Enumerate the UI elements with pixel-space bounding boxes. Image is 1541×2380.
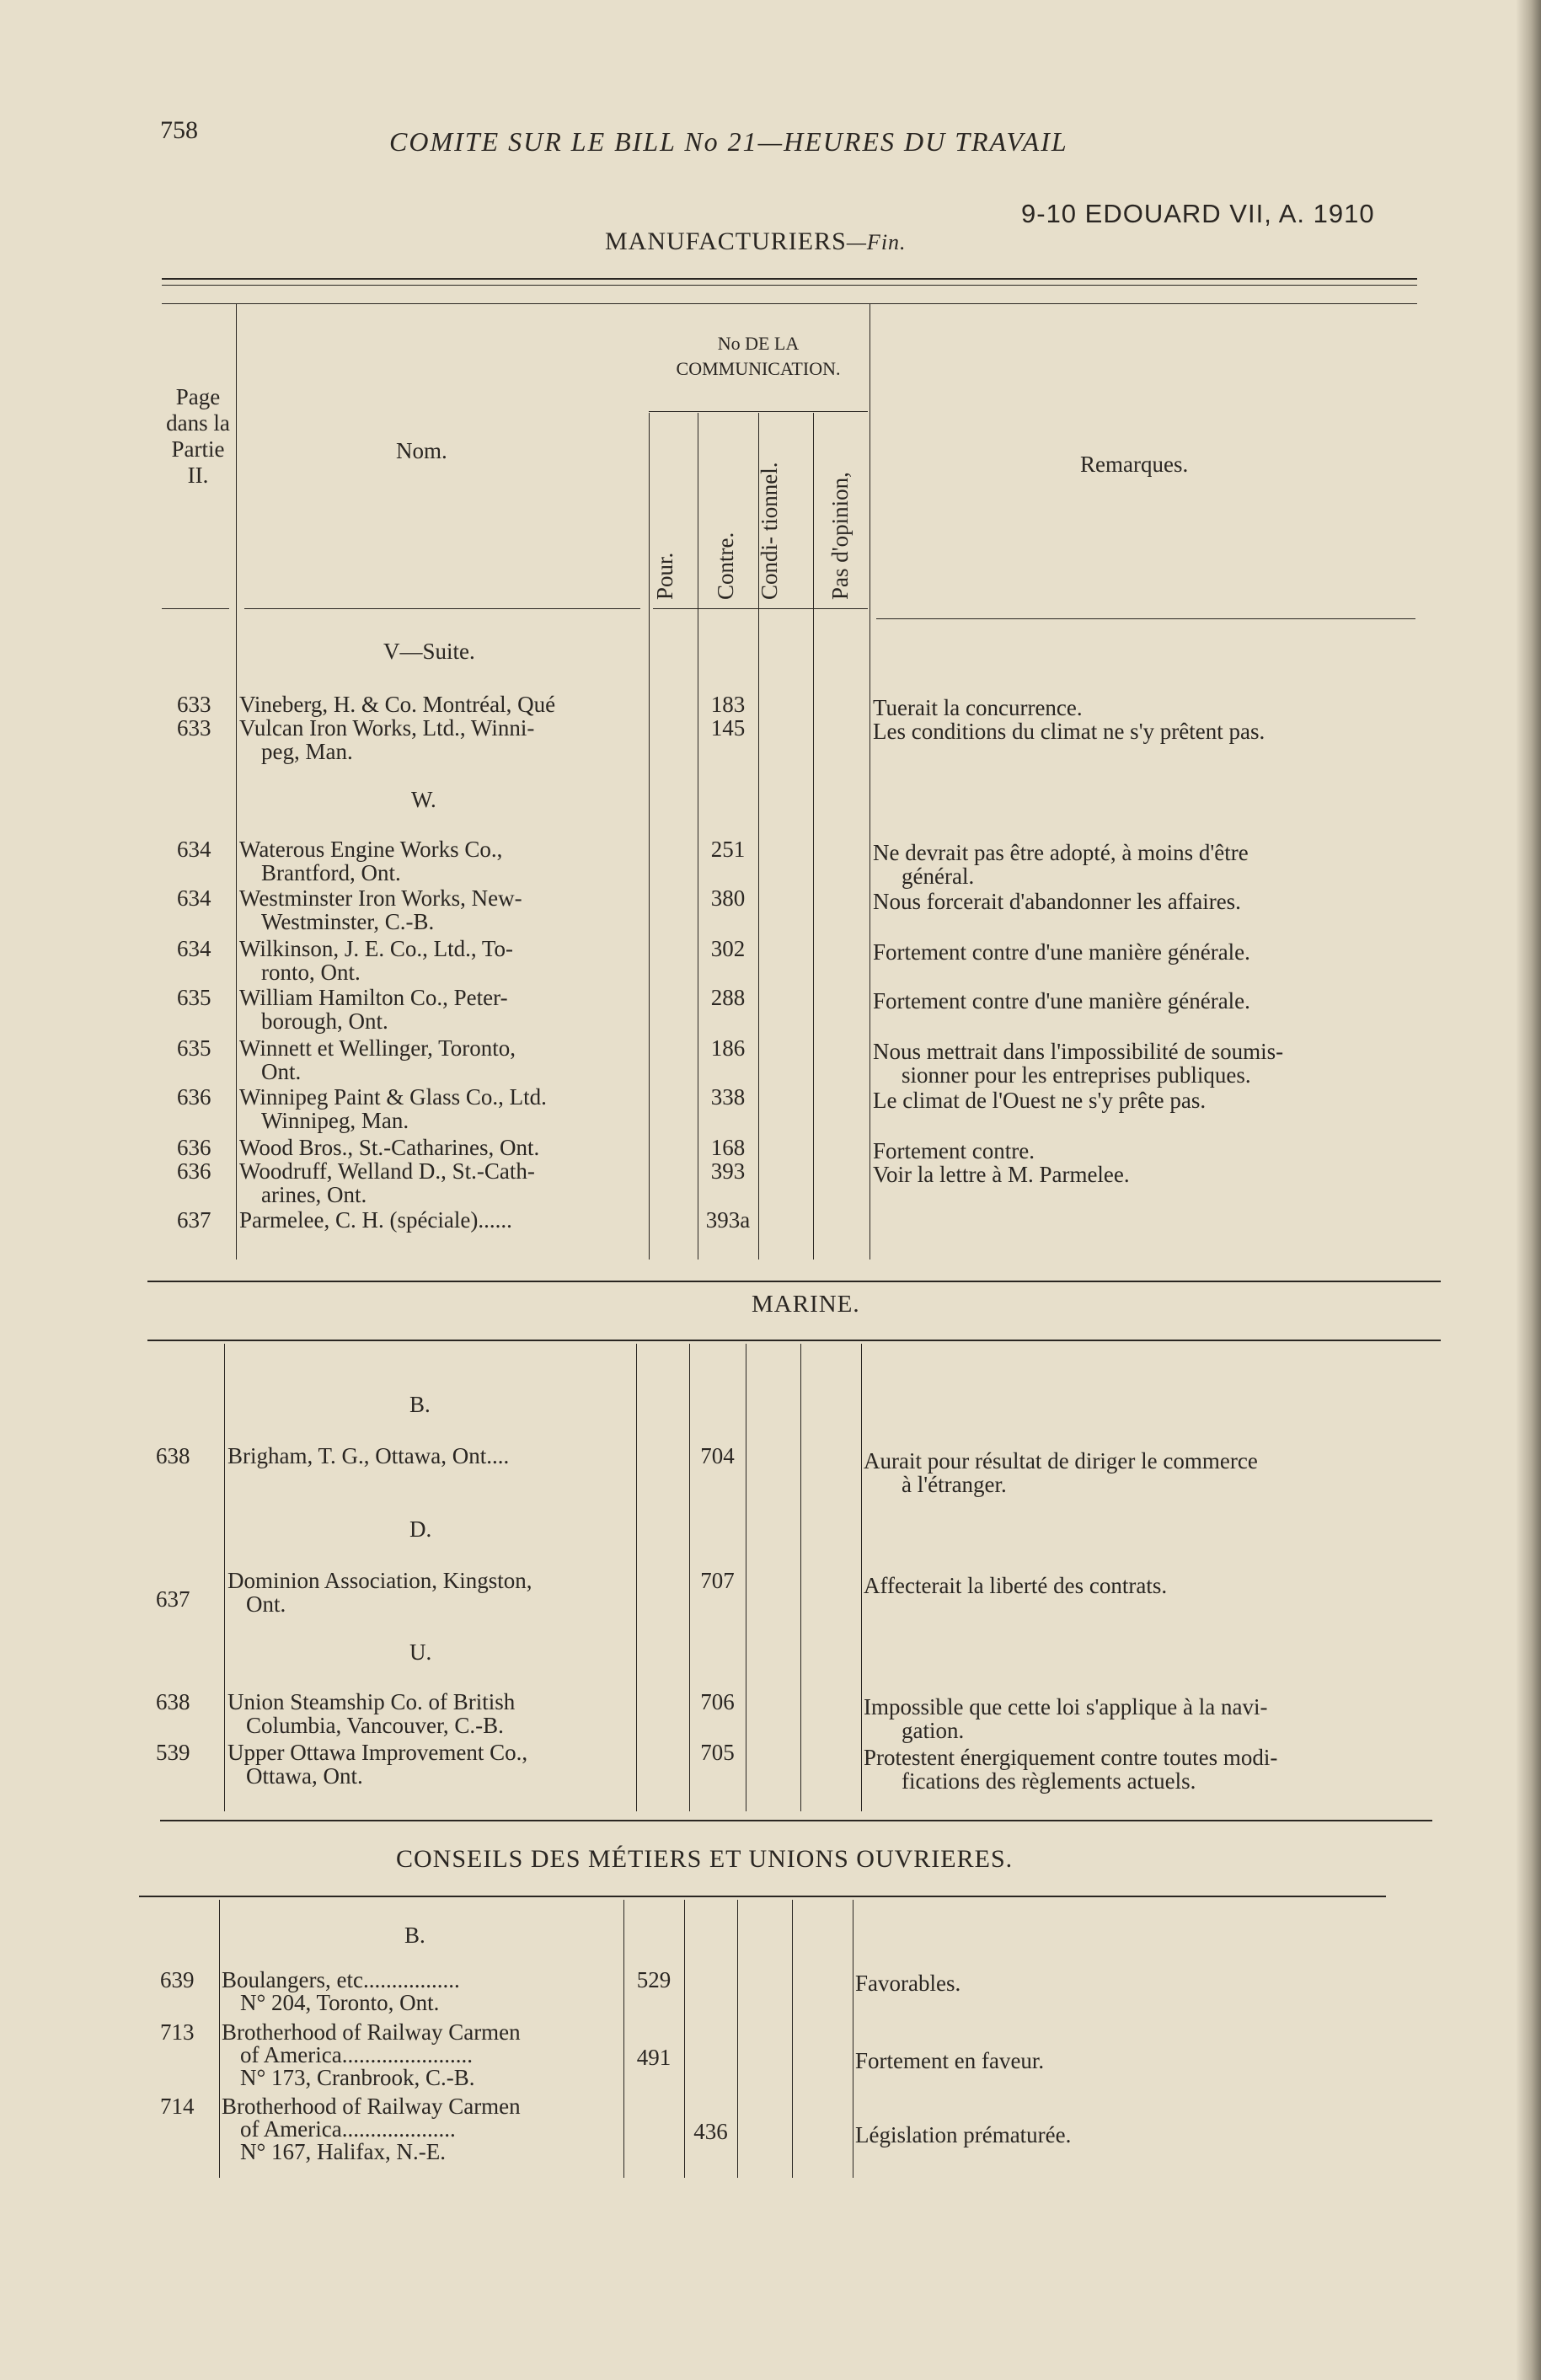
conseils-row-name-3: N° 167, Halifax, N.-E. bbox=[240, 2139, 446, 2164]
col-line-pour bbox=[649, 413, 650, 1260]
marine-rule-top bbox=[147, 1281, 1441, 1282]
marine-row-page-number: 638 bbox=[156, 1689, 190, 1714]
marine-row-contre-value: 707 bbox=[700, 1568, 735, 1593]
row-page-number: 634 bbox=[177, 885, 211, 911]
row-name: Woodruff, Welland D., St.-Cath- bbox=[239, 1158, 535, 1184]
row-name-continuation: Brantford, Ont. bbox=[261, 860, 401, 885]
row-name-continuation: ronto, Ont. bbox=[261, 960, 361, 985]
row-page-number: 636 bbox=[177, 1084, 211, 1110]
conseils-col-line-page bbox=[219, 1900, 220, 2178]
marine-row-page-number: 539 bbox=[156, 1740, 190, 1765]
conseils-row-page-number: 714 bbox=[160, 2094, 195, 2119]
marine-row-contre-value: 706 bbox=[700, 1689, 735, 1714]
running-title: COMITE SUR LE BILL No 21—HEURES DU TRAVAIL bbox=[389, 126, 1068, 157]
row-page-number: 636 bbox=[177, 1135, 211, 1160]
conseils-col-line-pas bbox=[792, 1900, 793, 2178]
marine-row-remark: Impossible que cette loi s'applique à la navi- bbox=[864, 1694, 1268, 1719]
row-contre-value: 380 bbox=[710, 885, 746, 911]
group-heading-v-text: V—Suite. bbox=[383, 639, 475, 664]
marine-row-name: Upper Ottawa Improvement Co., bbox=[227, 1740, 528, 1765]
marine-group-u: U. bbox=[409, 1639, 432, 1665]
header-pour: Pour. bbox=[652, 552, 677, 600]
conseils-row-remark: Fortement en faveur. bbox=[855, 2048, 1045, 2073]
row-name-continuation: Winnipeg, Man. bbox=[261, 1108, 409, 1133]
conseils-title: CONSEILS DES MÉTIERS ET UNIONS OUVRIERES. bbox=[396, 1845, 1014, 1873]
row-contre-value: 393 bbox=[710, 1158, 746, 1184]
row-name: Vineberg, H. & Co. Montréal, Qué bbox=[239, 692, 556, 717]
marine-rule-bottom bbox=[147, 1340, 1441, 1341]
col-line-pas bbox=[813, 413, 814, 1260]
row-page-number: 633 bbox=[177, 715, 211, 741]
marine-row-name-continuation: Ont. bbox=[246, 1591, 286, 1617]
row-remark: Nous mettrait dans l'impossibilité de soumis- bbox=[873, 1039, 1284, 1064]
row-name: Waterous Engine Works Co., bbox=[239, 837, 503, 862]
marine-row-remark: Affecterait la liberté des contrats. bbox=[864, 1573, 1168, 1598]
row-page-number: 635 bbox=[177, 985, 211, 1010]
row-name: Wood Bros., St.-Catharines, Ont. bbox=[239, 1135, 540, 1160]
row-contre-value: 393a bbox=[705, 1207, 751, 1233]
marine-col-line-remarques bbox=[861, 1344, 862, 1811]
row-name-continuation: Ont. bbox=[261, 1059, 302, 1084]
conseils-rule-bottom bbox=[139, 1896, 1386, 1897]
row-remark-continuation: sionner pour les entreprises publiques. bbox=[902, 1062, 1251, 1088]
marine-row-contre-value: 704 bbox=[700, 1443, 735, 1468]
row-page-number: 635 bbox=[177, 1035, 211, 1061]
row-contre-value: 168 bbox=[710, 1135, 746, 1160]
marine-row-remark-continuation: gation. bbox=[902, 1718, 965, 1743]
conseils-row-page-number: 639 bbox=[160, 1967, 195, 1992]
table-top-rule bbox=[162, 278, 1417, 280]
marine-row-name: Union Steamship Co. of British bbox=[227, 1689, 516, 1714]
page-number: 758 bbox=[160, 116, 198, 144]
row-remark: Fortement contre. bbox=[873, 1138, 1035, 1163]
row-name: Winnett et Wellinger, Toronto, bbox=[239, 1035, 516, 1061]
row-contre-value: 302 bbox=[710, 936, 746, 961]
header-pas-opinion: Pas d'opinion, bbox=[827, 472, 853, 600]
conseils-rule-top bbox=[160, 1820, 1432, 1821]
marine-col-line-pour bbox=[636, 1344, 637, 1811]
row-page-number: 634 bbox=[177, 837, 211, 862]
marine-row-remark: Aurait pour résultat de diriger le commerce bbox=[864, 1448, 1258, 1473]
communication-header-rule bbox=[649, 411, 868, 412]
row-contre-value: 145 bbox=[710, 715, 746, 741]
conseils-row-contre-value: 436 bbox=[693, 2119, 728, 2144]
conseils-group-b: B. bbox=[404, 1923, 425, 1948]
col-line-cond bbox=[758, 413, 759, 1260]
header-remarques: Remarques. bbox=[1080, 452, 1189, 477]
header-page: Page dans la Partie II. bbox=[166, 384, 230, 488]
marine-row-name-continuation: Columbia, Vancouver, C.-B. bbox=[246, 1713, 504, 1738]
conseils-row-name: Boulangers, etc................. bbox=[222, 1967, 460, 1992]
row-remark: Nous forcerait d'abandonner les affaires. bbox=[873, 889, 1241, 914]
conseils-row-name: Brotherhood of Railway Carmen bbox=[222, 2094, 521, 2119]
row-page-number: 634 bbox=[177, 936, 211, 961]
marine-row-name: Brigham, T. G., Ottawa, Ont.... bbox=[227, 1443, 510, 1468]
conseils-row-name-2: of America....................... bbox=[240, 2042, 473, 2067]
row-name: Vulcan Iron Works, Ltd., Winni- bbox=[239, 715, 535, 741]
marine-row-remark-continuation: à l'étranger. bbox=[902, 1472, 1007, 1497]
row-remark: Fortement contre d'une manière générale. bbox=[873, 939, 1250, 965]
row-page-number: 636 bbox=[177, 1158, 211, 1184]
row-contre-value: 288 bbox=[710, 985, 746, 1010]
row-name-continuation: peg, Man. bbox=[261, 739, 353, 764]
conseils-row-name: Brotherhood of Railway Carmen bbox=[222, 2019, 521, 2045]
conseils-row-page-number: 713 bbox=[160, 2019, 195, 2045]
group-heading-w: W. bbox=[411, 787, 436, 812]
row-remark: Tuerait la concurrence. bbox=[873, 695, 1083, 720]
row-name: Westminster Iron Works, New- bbox=[239, 885, 522, 911]
row-name: Parmelee, C. H. (spéciale)...... bbox=[239, 1207, 512, 1233]
row-remark: Le climat de l'Ouest ne s'y prête pas. bbox=[873, 1088, 1207, 1113]
marine-group-b: B. bbox=[409, 1392, 431, 1417]
header-bottom-rule-2 bbox=[244, 608, 640, 609]
conseils-row-name-3: N° 173, Cranbrook, C.-B. bbox=[240, 2065, 475, 2090]
header-communication: No DE LA COMMUNICATION. bbox=[676, 333, 841, 379]
table-top-rule-3 bbox=[162, 303, 1417, 304]
marine-row-remark-continuation: fications des règlements actuels. bbox=[902, 1768, 1196, 1794]
row-name-continuation: Westminster, C.-B. bbox=[261, 909, 435, 934]
conseils-row-name-2: of America.................... bbox=[240, 2116, 456, 2142]
header-bottom-rule-4 bbox=[876, 618, 1415, 619]
marine-title: MARINE. bbox=[752, 1291, 860, 1318]
col-line-page bbox=[236, 303, 237, 1260]
marine-col-line-pas bbox=[800, 1344, 801, 1811]
row-remark: Les conditions du climat ne s'y prêtent pas. bbox=[873, 719, 1265, 744]
section-title-suffix: —Fin. bbox=[846, 230, 907, 254]
row-name: Winnipeg Paint & Glass Co., Ltd. bbox=[239, 1084, 547, 1110]
marine-row-page-number: 637 bbox=[156, 1586, 190, 1612]
row-contre-value: 186 bbox=[710, 1035, 746, 1061]
conseils-row-pour-value: 491 bbox=[636, 2045, 672, 2070]
row-remark: Ne devrait pas être adopté, à moins d'être bbox=[873, 840, 1249, 865]
row-page-number: 637 bbox=[177, 1207, 211, 1233]
header-contre: Contre. bbox=[713, 532, 738, 600]
row-remark: Voir la lettre à M. Parmelee. bbox=[873, 1162, 1130, 1187]
section-title-text: MANUFACTURIERS bbox=[605, 227, 847, 255]
row-name-continuation: arines, Ont. bbox=[261, 1182, 367, 1207]
session-label: 9-10 EDOUARD VII, A. 1910 bbox=[1021, 199, 1375, 228]
section-title bbox=[605, 227, 907, 256]
marine-row-name: Dominion Association, Kingston, bbox=[227, 1568, 532, 1593]
marine-row-remark: Protestent énergiquement contre toutes modi- bbox=[864, 1745, 1278, 1770]
header-bottom-rule-3 bbox=[653, 608, 868, 609]
row-page-number: 633 bbox=[177, 692, 211, 717]
header-conditionnel: Condi- tionnel. bbox=[757, 462, 782, 600]
row-contre-value: 338 bbox=[710, 1084, 746, 1110]
header-bottom-rule-1 bbox=[162, 608, 229, 609]
conseils-row-name-2: N° 204, Toronto, Ont. bbox=[240, 1990, 440, 2015]
row-name: Wilkinson, J. E. Co., Ltd., To- bbox=[239, 936, 514, 961]
row-contre-value: 251 bbox=[710, 837, 746, 862]
row-name-continuation: borough, Ont. bbox=[261, 1008, 388, 1034]
marine-row-name-continuation: Ottawa, Ont. bbox=[246, 1763, 363, 1789]
col-line-remarques bbox=[869, 303, 870, 1260]
marine-group-d: D. bbox=[409, 1516, 432, 1542]
page-edge bbox=[1516, 0, 1541, 2380]
header-name: Nom. bbox=[396, 438, 447, 463]
table-top-rule-2 bbox=[162, 285, 1417, 286]
conseils-col-line-cond bbox=[737, 1900, 738, 2178]
conseils-row-pour-value: 529 bbox=[636, 1967, 672, 1992]
row-contre-value: 183 bbox=[710, 692, 746, 717]
group-heading-v bbox=[383, 639, 475, 665]
row-remark: Fortement contre d'une manière générale. bbox=[873, 988, 1250, 1014]
conseils-col-line-pour bbox=[623, 1900, 624, 2178]
marine-col-line-page bbox=[224, 1344, 225, 1811]
marine-row-contre-value: 705 bbox=[700, 1740, 735, 1765]
marine-row-page-number: 638 bbox=[156, 1443, 190, 1468]
conseils-row-remark: Législation prématurée. bbox=[855, 2122, 1072, 2147]
row-name: William Hamilton Co., Peter- bbox=[239, 985, 508, 1010]
conseils-row-remark: Favorables. bbox=[855, 1971, 961, 1996]
row-remark-continuation: général. bbox=[902, 864, 975, 889]
